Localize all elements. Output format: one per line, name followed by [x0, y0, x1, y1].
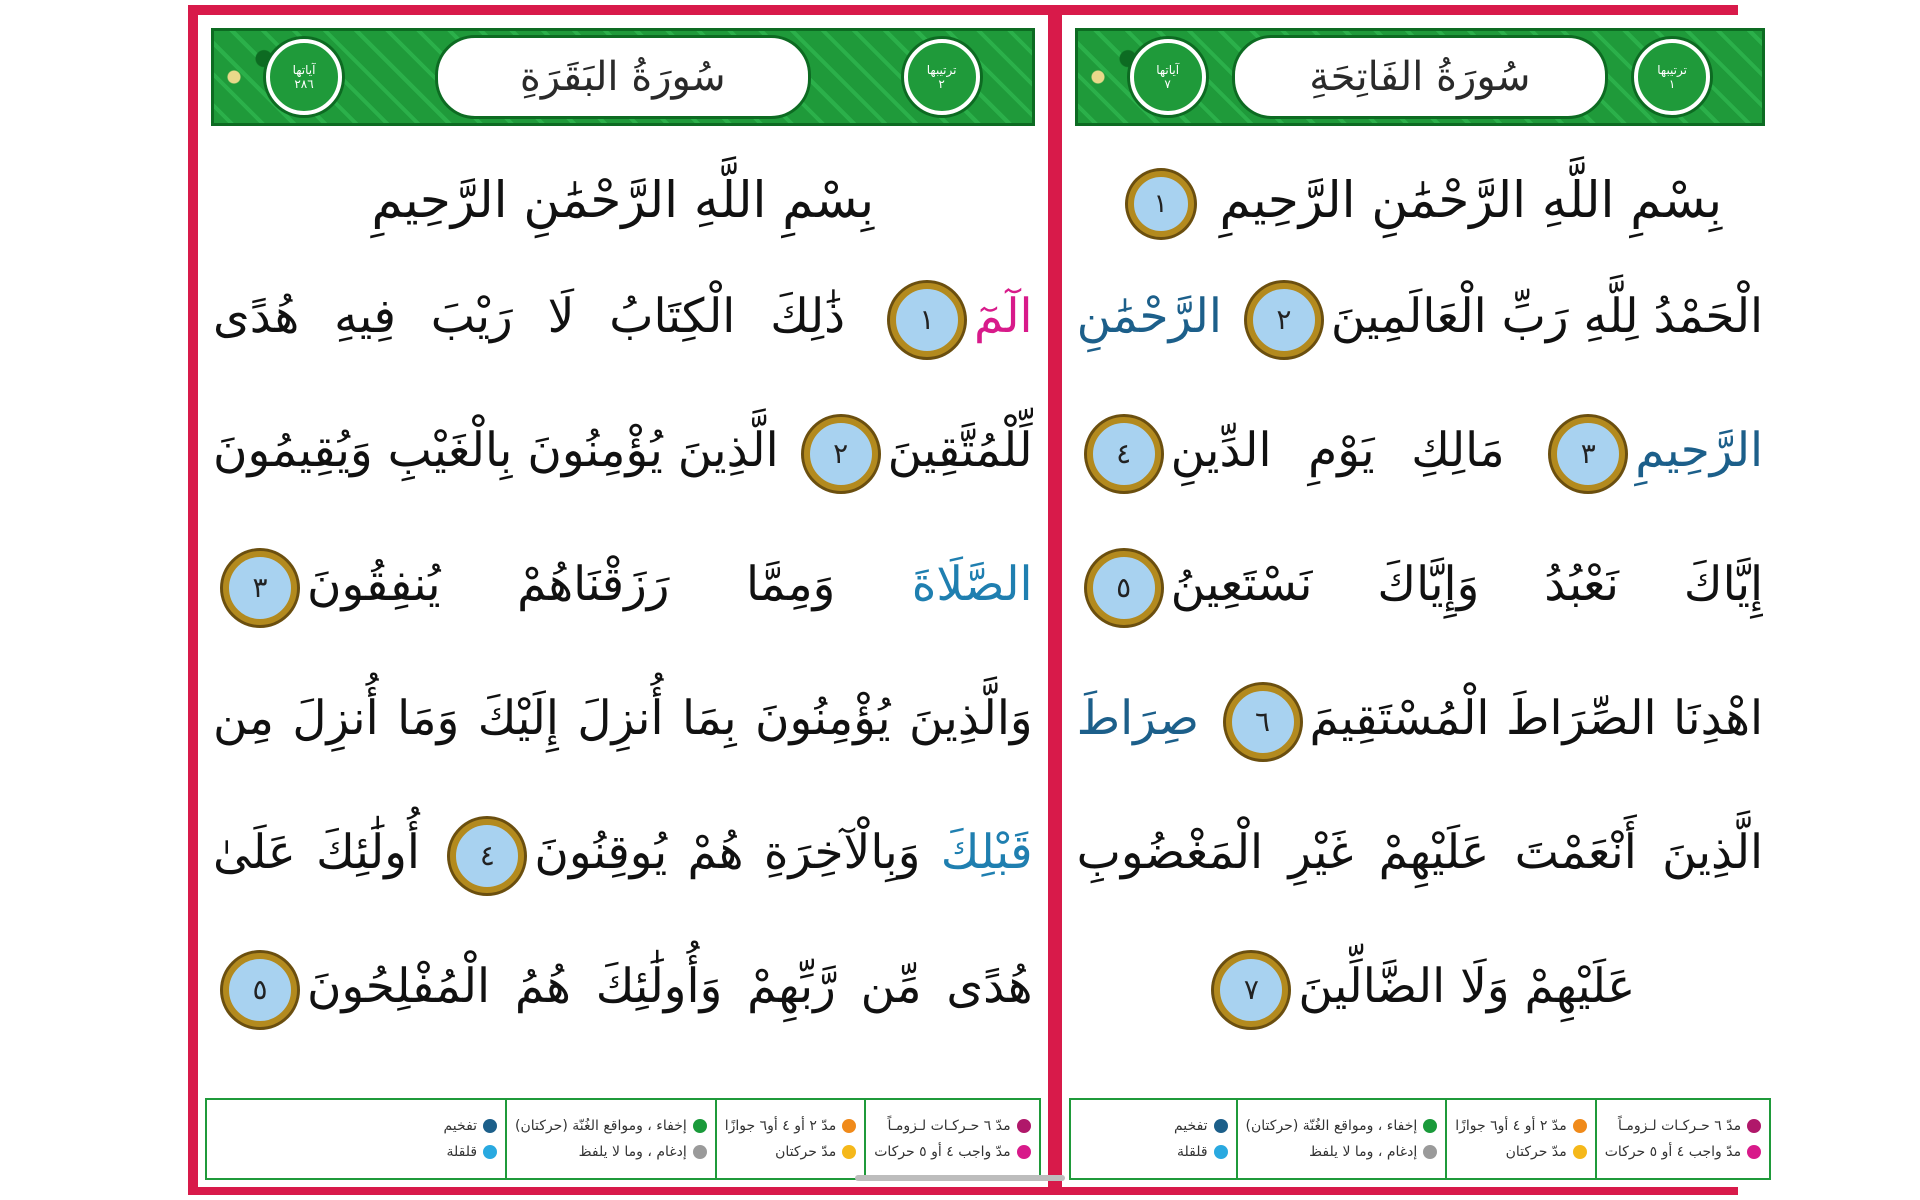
- surah-order-medal: [1634, 39, 1710, 115]
- ayah-marker: ٢: [804, 417, 878, 491]
- legend-item: [1455, 1144, 1586, 1160]
- verse-line: [213, 384, 1033, 518]
- ayah-marker: ١: [890, 283, 964, 357]
- verse-text: صِرَاطَ: [1076, 691, 1216, 746]
- mushaf-spread: [188, 5, 1764, 1195]
- verse-text: ذَٰلِكَ الْكِتَابُ لَا رَيْبَ فِيهِ هُدًى: [213, 289, 880, 344]
- legend-column: [1595, 1100, 1769, 1178]
- legend-column: [435, 1100, 505, 1178]
- legend-item: [1605, 1144, 1761, 1160]
- ayat-label: آياتها: [1156, 63, 1180, 77]
- ayah-marker: ١: [1128, 171, 1194, 237]
- legend-label: مدّ ٦ حـركـات لـزومـاً: [1617, 1118, 1742, 1134]
- tajweed-legend: [205, 1098, 1041, 1180]
- surah-title: سُورَةُ الفَاتِحَةِ: [1232, 35, 1608, 119]
- legend-item: [1174, 1118, 1228, 1134]
- legend-label: قلقلة: [446, 1144, 478, 1160]
- verse-text: مَالِكِ يَوْمِ الدِّينِ: [1170, 423, 1542, 478]
- verse-text: الرَّحْمَٰنِ: [1076, 289, 1237, 344]
- verse-text: الْحَمْدُ لِلَّهِ رَبِّ الْعَالَمِينَ: [1330, 289, 1764, 344]
- legend-column: [505, 1100, 715, 1178]
- legend-label: مدّ واجب ٤ أو ٥ حركات: [874, 1144, 1011, 1160]
- verse-text: إِيَّاكَ نَعْبُدُ وَإِيَّاكَ نَسْتَعِينُ: [1170, 557, 1764, 612]
- legend-item: [515, 1118, 707, 1134]
- tajweed-legend: [1069, 1098, 1772, 1180]
- verse-line: [213, 786, 1033, 920]
- basmala: [201, 160, 1045, 240]
- legend-dot-icon: [842, 1119, 856, 1133]
- legend-column: [1236, 1100, 1446, 1178]
- ayah-marker: ٥: [223, 953, 297, 1027]
- verse-line: [213, 652, 1033, 786]
- legend-label: مدّ ٢ أو ٤ أو٦ جوازًا: [724, 1118, 837, 1134]
- verse-text: وَبِالْآخِرَةِ هُمْ يُوقِنُونَ: [534, 825, 941, 880]
- legend-dot-icon: [842, 1145, 856, 1159]
- legend-label: مدّ واجب ٤ أو ٥ حركات: [1604, 1144, 1742, 1160]
- legend-dot-icon: [693, 1119, 707, 1133]
- legend-dot-icon: [693, 1145, 707, 1159]
- legend-label: مدّ ٦ حـركـات لـزومـاً: [887, 1118, 1011, 1134]
- ayah-marker: ٣: [223, 551, 297, 625]
- verses: [1065, 240, 1776, 1098]
- verse-line: [213, 920, 1033, 1054]
- surah-title: سُورَةُ البَقَرَةِ: [435, 35, 811, 119]
- legend-label: مدّ حركتان: [775, 1144, 837, 1160]
- ayah-marker: ٧: [1214, 953, 1288, 1027]
- verse-line: [1077, 920, 1764, 1054]
- legend-dot-icon: [1017, 1145, 1031, 1159]
- legend-item: [443, 1144, 497, 1160]
- verse-text: الَّذِينَ يُؤْمِنُونَ بِالْغَيْبِ وَيُقِيمُونَ: [213, 423, 794, 478]
- ayah-marker: ٢: [1247, 283, 1321, 357]
- legend-dot-icon: [1423, 1145, 1437, 1159]
- legend-item: [1455, 1118, 1586, 1134]
- page-fatiha: [1062, 15, 1779, 1187]
- legend-item: [725, 1118, 856, 1134]
- ayah-marker: ٤: [450, 819, 524, 893]
- verse-line: [213, 250, 1033, 384]
- legend-column: [1166, 1100, 1236, 1178]
- order-number: ٢: [938, 77, 945, 91]
- legend-dot-icon: [1747, 1145, 1761, 1159]
- verse-line: [1077, 384, 1764, 518]
- legend-label: إخفاء ، ومواقع الغُنّة (حركتان): [1245, 1118, 1418, 1134]
- verse-text: قَبْلِكَ: [940, 825, 1033, 880]
- ayat-number: ٢٨٦: [294, 77, 314, 91]
- verse-line: [1077, 250, 1764, 384]
- ayah-marker: ٣: [1551, 417, 1625, 491]
- legend-label: تفخيم: [443, 1118, 478, 1134]
- legend-dot-icon: [483, 1145, 497, 1159]
- verse-text: وَمِمَّا رَزَقْنَاهُمْ يُنفِقُونَ: [307, 557, 912, 612]
- legend-item: [1246, 1118, 1438, 1134]
- basmala-text: بِسْمِ اللَّهِ الرَّحْمَٰنِ الرَّحِيمِ: [1219, 171, 1723, 229]
- verse-text: وَالَّذِينَ يُؤْمِنُونَ بِمَا أُنزِلَ إِلَيْكَ وَمَا أُنزِلَ مِن: [213, 691, 1033, 746]
- legend-label: مدّ ٢ أو ٤ أو٦ جوازًا: [1455, 1118, 1567, 1134]
- verse-line: [1077, 518, 1764, 652]
- verse-text: عَلَيْهِمْ وَلَا الضَّالِّينَ: [1298, 959, 1636, 1014]
- legend-column: [1445, 1100, 1594, 1178]
- verse-text: الَّذِينَ أَنْعَمْتَ عَلَيْهِمْ غَيْرِ الْمَغْضُوبِ: [1076, 825, 1764, 880]
- page-baqarah: [198, 15, 1048, 1187]
- verse-text: هُدًى مِّن رَّبِّهِمْ وَأُولَٰئِكَ هُمُ الْمُفْلِحُونَ: [307, 959, 1033, 1014]
- legend-dot-icon: [1423, 1119, 1437, 1133]
- ayat-label: آياتها: [292, 63, 316, 77]
- legend-dot-icon: [1573, 1119, 1587, 1133]
- surah-header: [211, 28, 1035, 126]
- legend-item: [515, 1144, 707, 1160]
- verse-text: أُولَٰئِكَ عَلَىٰ: [213, 825, 441, 880]
- legend-label: مدّ حركتان: [1505, 1144, 1567, 1160]
- verse-text: الصَّلَاةَ: [911, 557, 1033, 612]
- order-label: ترتيبها: [1657, 63, 1687, 77]
- legend-column: [864, 1100, 1038, 1178]
- verse-line: [1077, 652, 1764, 786]
- legend-dot-icon: [1573, 1145, 1587, 1159]
- surah-order-medal: [904, 39, 980, 115]
- legend-label: تفخيم: [1173, 1118, 1208, 1134]
- legend-item: [725, 1144, 856, 1160]
- verse-text: اهْدِنَا الصِّرَاطَ الْمُسْتَقِيمَ: [1309, 691, 1764, 746]
- ayah-marker: ٤: [1087, 417, 1161, 491]
- legend-label: إدغام ، وما لا يلفظ: [578, 1144, 687, 1160]
- verses: [201, 240, 1045, 1098]
- ayat-number: ٧: [1164, 77, 1171, 91]
- basmala-text: بِسْمِ اللَّهِ الرَّحْمَٰنِ الرَّحِيمِ: [371, 171, 875, 229]
- legend-item: [1174, 1144, 1228, 1160]
- legend-dot-icon: [1017, 1119, 1031, 1133]
- legend-label: إخفاء ، ومواقع الغُنّة (حركتان): [515, 1118, 687, 1134]
- legend-item: [874, 1118, 1030, 1134]
- verse-line: [213, 518, 1033, 652]
- legend-item: [1246, 1144, 1438, 1160]
- basmala: [1065, 160, 1776, 240]
- legend-item: [443, 1118, 497, 1134]
- legend-dot-icon: [483, 1119, 497, 1133]
- legend-column: [715, 1100, 864, 1178]
- legend-dot-icon: [1214, 1119, 1228, 1133]
- verse-text: الرَّحِيمِ: [1635, 423, 1764, 478]
- order-number: ١: [1668, 77, 1676, 91]
- legend-label: إدغام ، وما لا يلفظ: [1309, 1144, 1418, 1160]
- order-label: ترتيبها: [926, 63, 957, 77]
- surah-header: [1075, 28, 1766, 126]
- legend-label: قلقلة: [1176, 1144, 1208, 1160]
- ayat-count-medal: [266, 39, 342, 115]
- verse-text: الٓمٓ: [973, 289, 1033, 344]
- legend-dot-icon: [1214, 1145, 1228, 1159]
- legend-dot-icon: [1747, 1119, 1761, 1133]
- ayah-marker: ٦: [1226, 685, 1300, 759]
- verse-text: لِّلْمُتَّقِينَ: [887, 423, 1033, 478]
- verse-line: [1077, 786, 1764, 920]
- legend-item: [874, 1144, 1030, 1160]
- horizontal-scrollbar[interactable]: [855, 1175, 1065, 1181]
- legend-item: [1605, 1118, 1761, 1134]
- ayat-count-medal: [1130, 39, 1206, 115]
- ayah-marker: ٥: [1087, 551, 1161, 625]
